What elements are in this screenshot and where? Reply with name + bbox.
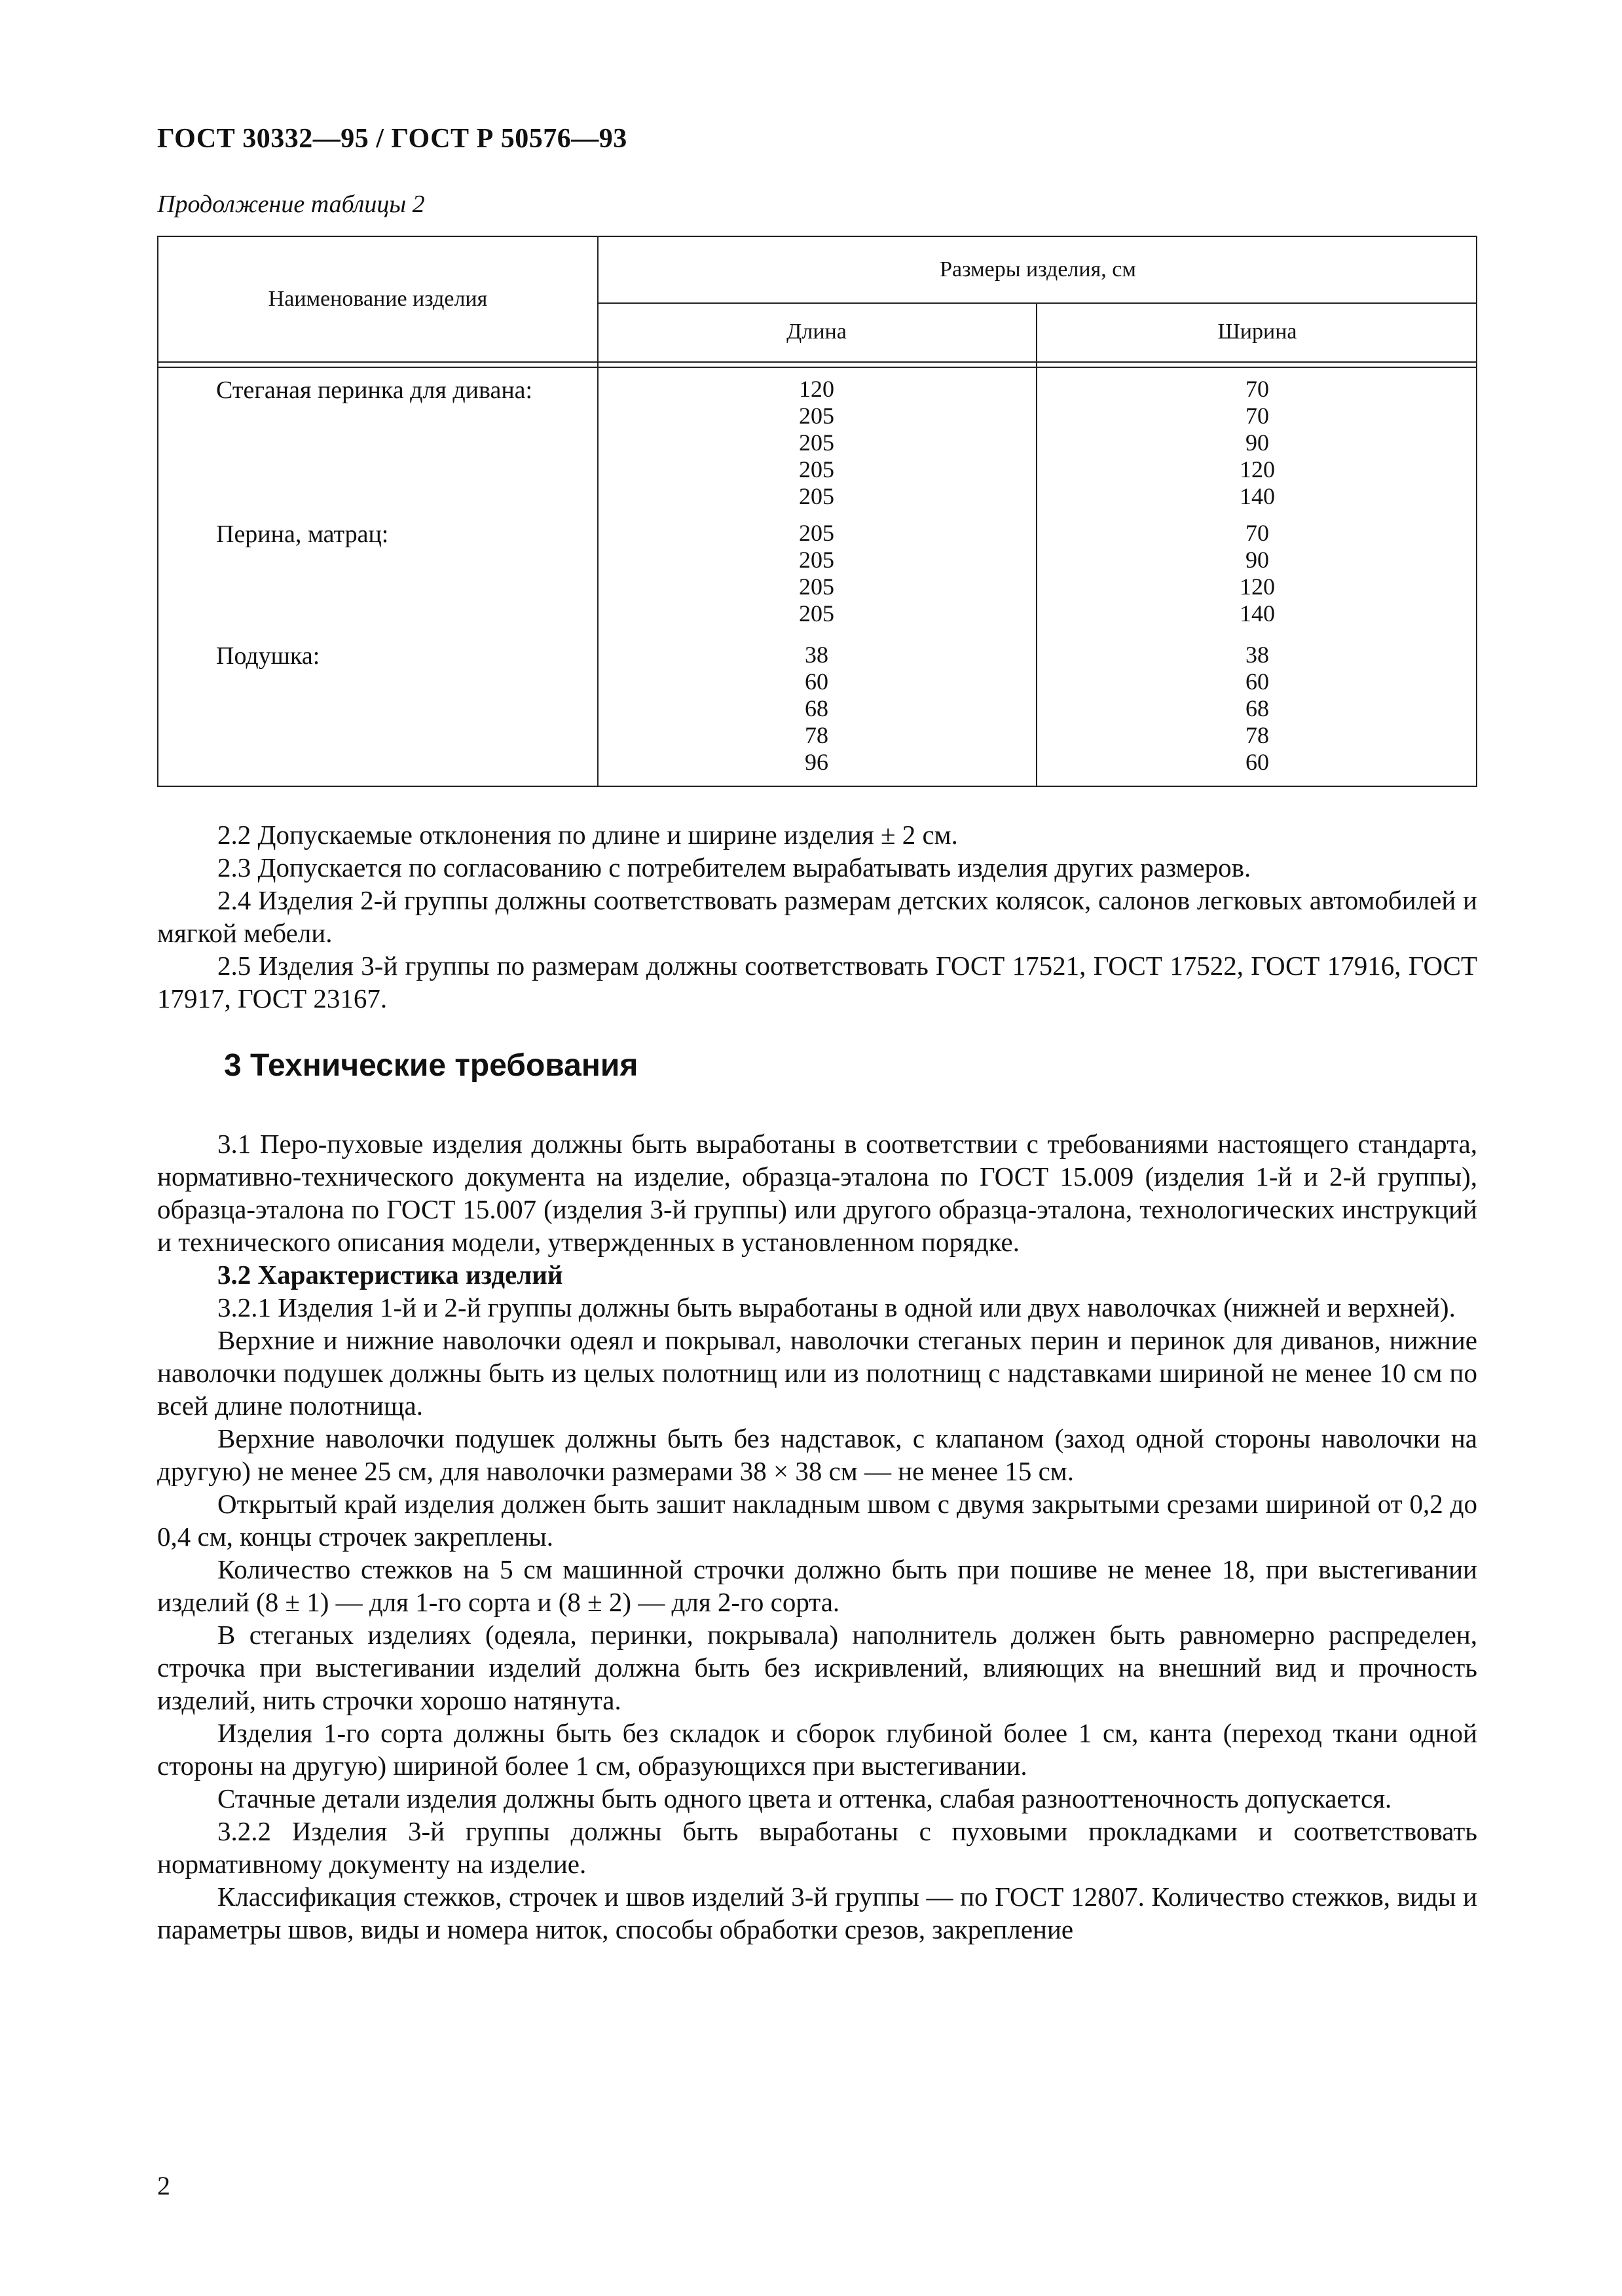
length-value: 205 — [799, 456, 834, 483]
paragraph: В стеганых изделиях (одеяла, перинки, покрывала) наполнитель должен быть равномерно распределен, строчка при выстегивании изделий должна быть без искривлений, влияющих на внешний вид и прочность изделий, нить строчки хорошо натянута. — [157, 1620, 1477, 1715]
product-name: Перина, матрац: — [216, 520, 389, 548]
header-length: Длина — [786, 319, 847, 344]
length-value: 205 — [799, 403, 834, 429]
paragraph: Верхние наволочки подушек должны быть без надставок, с клапаном (заход одной стороны наволочки на другую) не менее 25 см, для наволочки размерами 38 × 38 см — не менее 15 см. — [157, 1423, 1477, 1486]
subsection-heading: 3.2 Характеристика изделий — [217, 1260, 563, 1290]
length-value: 78 — [805, 722, 828, 748]
technical-requirements — [157, 1127, 1477, 1946]
length-values — [597, 520, 1036, 627]
paragraph: 3.2.2 Изделия 3-й группы должны быть выработаны с пуховыми прокладками и соответствовать нормативному документу на изделие. — [157, 1816, 1477, 1879]
length-values — [597, 642, 1036, 776]
paragraph: Стачные детали изделия должны быть одного цвета и оттенка, слабая разнооттеночность допускается. — [217, 1783, 1392, 1813]
table-divider — [158, 367, 1476, 368]
length-value: 205 — [799, 547, 834, 573]
length-value: 205 — [799, 429, 834, 456]
width-value: 68 — [1245, 695, 1269, 721]
width-value: 120 — [1240, 574, 1275, 600]
paragraph: 2.3 Допускается по согласованию с потребителем вырабатывать изделия других размеров. — [217, 852, 1251, 883]
width-value: 70 — [1245, 403, 1269, 429]
paragraph: 3.2.1 Изделия 1-й и 2-й группы должны быть выработаны в одной или двух наволочках (нижней и верхней). — [217, 1292, 1456, 1322]
header-width: Ширина — [1217, 319, 1297, 344]
length-value: 205 — [799, 574, 834, 600]
paragraph: Изделия 1-го сорта должны быть без складок и сборок глубиной более 1 см, канта (переход ткани одной стороны на другую) шириной более 1 см, образующихся при выстегивании. — [157, 1718, 1477, 1781]
width-value: 140 — [1240, 483, 1275, 509]
header-product-name: Наименование изделия — [268, 287, 488, 311]
width-value: 38 — [1245, 642, 1269, 668]
paragraph: 2.5 Изделия 3-й группы по размерам должны соответствовать ГОСТ 17521, ГОСТ 17522, ГОСТ 17916, ГОСТ 17917, ГОСТ 23167. — [157, 951, 1477, 1013]
width-value: 140 — [1240, 600, 1275, 627]
size-notes — [157, 818, 1477, 1015]
paragraph: 2.4 Изделия 2-й группы должны соответствовать размерам детских колясок, салонов легковых автомобилей и мягкой мебели. — [157, 885, 1477, 948]
product-name: Подушка: — [216, 642, 320, 670]
page-number: 2 — [157, 2171, 170, 2200]
table-divider — [158, 361, 1476, 363]
length-value: 68 — [805, 695, 828, 721]
sizes-table — [157, 236, 1477, 787]
length-value: 38 — [805, 642, 828, 668]
width-value: 120 — [1240, 456, 1275, 483]
width-value: 70 — [1245, 376, 1269, 402]
width-value: 90 — [1245, 429, 1269, 456]
length-value: 205 — [799, 483, 834, 509]
width-value: 78 — [1245, 722, 1269, 748]
width-value: 70 — [1245, 520, 1269, 546]
product-name: Стеганая перинка для дивана: — [216, 376, 533, 404]
length-value: 205 — [799, 520, 834, 546]
paragraph: Количество стежков на 5 см машинной строчки должно быть при пошиве не менее 18, при выстегивании изделий (8 ± 1) — для 1-го сорта и (8 ± 2) — для 2-го сорта. — [157, 1554, 1477, 1617]
paragraph: Верхние и нижние наволочки одеял и покрывал, наволочки стеганых перин и перинок для диванов, нижние наволочки подушек должны быть из целых полотнищ или из полотнищ с надставками шириной не менее 10 см по всей длине полотнища. — [157, 1325, 1477, 1421]
paragraph: 2.2 Допускаемые отклонения по длине и ширине изделия ± 2 см. — [217, 820, 958, 850]
width-values — [1036, 642, 1479, 776]
header-sizes: Размеры изделия, см — [940, 257, 1136, 282]
paragraph: 3.1 Перо-пуховые изделия должны быть выработаны в соответствии с требованиями настоящего стандарта, нормативно-технического документа на изделие, образца-эталона по ГОСТ 15.009 (изделия 1-й и 2-й группы), образца-эталона по ГОСТ 15.007 (изделия 3-й группы) или другого образца-эталона, технологических инструкций и технического описания модели, утвержденных в установленном порядке. — [157, 1129, 1477, 1257]
width-value: 60 — [1245, 749, 1269, 775]
width-value: 60 — [1245, 668, 1269, 695]
paragraph: Классификация стежков, строчек и швов изделий 3-й группы — по ГОСТ 12807. Количество стежков, виды и параметры швов, виды и номера ниток, способы обработки срезов, закрепление — [157, 1882, 1477, 1944]
table-caption: Продолжение таблицы 2 — [157, 191, 425, 218]
width-values — [1036, 520, 1479, 627]
length-value: 120 — [799, 376, 834, 402]
length-values — [597, 376, 1036, 510]
paragraph: Открытый край изделия должен быть зашит накладным швом с двумя закрытыми срезами шириной от 0,2 до 0,4 см, концы строчек закреплены. — [157, 1489, 1477, 1552]
section-title: 3 Технические требования — [224, 1048, 638, 1083]
document-header: ГОСТ 30332—95 / ГОСТ Р 50576—93 — [157, 124, 627, 154]
width-values — [1036, 376, 1479, 510]
width-value: 90 — [1245, 547, 1269, 573]
length-value: 205 — [799, 600, 834, 627]
length-value: 96 — [805, 749, 828, 775]
length-value: 60 — [805, 668, 828, 695]
